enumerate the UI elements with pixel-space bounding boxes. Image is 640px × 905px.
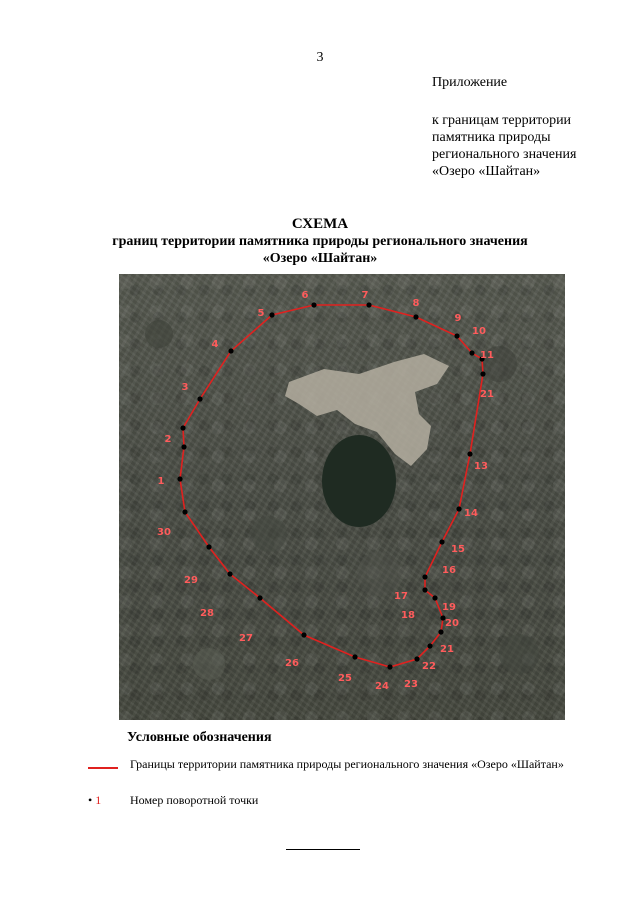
turning-point-dot bbox=[422, 574, 427, 579]
legend-boundary-line-icon bbox=[88, 767, 118, 769]
turning-point-label: 14 bbox=[464, 508, 478, 519]
turning-point-dot bbox=[439, 539, 444, 544]
scheme-subtitle: границ территории памятника природы регионального значения bbox=[112, 234, 528, 249]
legend-point-number: 1 bbox=[95, 793, 102, 807]
turning-point-label: 29 bbox=[184, 575, 198, 586]
turning-point-dot bbox=[177, 476, 182, 481]
turning-point-dot bbox=[432, 595, 437, 600]
turning-point-label: 27 bbox=[239, 633, 253, 644]
turning-point-dot bbox=[206, 544, 211, 549]
turning-point-dot bbox=[469, 350, 474, 355]
scheme-object-name: «Озеро «Шайтан» bbox=[262, 251, 378, 266]
turning-point-label: 30 bbox=[157, 527, 171, 538]
turning-point-dot bbox=[467, 451, 472, 456]
turning-point-dot bbox=[269, 312, 274, 317]
turning-point-label: 26 bbox=[285, 658, 299, 669]
turning-point-label: 3 bbox=[181, 382, 189, 393]
satellite-map bbox=[119, 274, 565, 720]
legend-title: Условные обозначения bbox=[127, 730, 272, 745]
turning-point-dot bbox=[454, 333, 459, 338]
turning-point-label: 7 bbox=[361, 290, 369, 301]
turning-point-dot bbox=[197, 396, 202, 401]
turning-point-label: 10 bbox=[472, 326, 486, 337]
turning-point-dot bbox=[456, 506, 461, 511]
turning-point-dot bbox=[387, 664, 392, 669]
turning-point-label: 4 bbox=[211, 339, 219, 350]
turning-point-label: 28 bbox=[200, 608, 214, 619]
turning-point-dot bbox=[257, 595, 262, 600]
turning-point-label: 24 bbox=[375, 681, 389, 692]
appendix-line: регионального значения bbox=[432, 147, 577, 162]
turning-point-label: 1 bbox=[157, 476, 165, 487]
turning-point-label: 22 bbox=[422, 661, 436, 672]
turning-point-label: 25 bbox=[338, 673, 352, 684]
turning-point-dot bbox=[480, 371, 485, 376]
turning-point-dot bbox=[180, 425, 185, 430]
appendix-title: Приложение bbox=[432, 75, 508, 90]
turning-point-label: 17 bbox=[394, 591, 408, 602]
scheme-heading bbox=[0, 216, 640, 267]
turning-point-label: 23 bbox=[404, 679, 418, 690]
turning-point-dot bbox=[228, 348, 233, 353]
turning-point-dot bbox=[414, 656, 419, 661]
map-overlay bbox=[119, 274, 565, 720]
turning-point-dot bbox=[422, 587, 427, 592]
legend-point-sample bbox=[88, 793, 101, 808]
turning-point-label: 18 bbox=[401, 610, 415, 621]
turning-point-dot bbox=[413, 314, 418, 319]
turning-point-dot bbox=[366, 302, 371, 307]
appendix-line: к границам территории bbox=[432, 113, 572, 128]
turning-point-dot bbox=[227, 571, 232, 576]
legend-point-dot-icon: • bbox=[88, 793, 93, 807]
turning-point-dot bbox=[311, 302, 316, 307]
turning-point-dot bbox=[438, 629, 443, 634]
turning-point-dot bbox=[181, 444, 186, 449]
lake bbox=[322, 435, 396, 527]
turning-point-label: 2 bbox=[164, 434, 172, 445]
turning-point-dot bbox=[182, 509, 187, 514]
page-number: 3 bbox=[316, 50, 324, 65]
turning-point-label: 8 bbox=[412, 298, 420, 309]
turning-point-label: 15 bbox=[451, 544, 465, 555]
turning-point-label: 16 bbox=[442, 565, 456, 576]
footer-divider bbox=[286, 849, 360, 850]
turning-point-label: 13 bbox=[474, 461, 488, 472]
scheme-title: СХЕМА bbox=[291, 216, 349, 232]
turning-point-label: 21 bbox=[440, 644, 454, 655]
turning-point-dot bbox=[352, 654, 357, 659]
appendix-note bbox=[432, 74, 632, 180]
turning-point-label: 11 bbox=[480, 350, 494, 361]
turning-point-label: 6 bbox=[301, 290, 309, 301]
legend-point-text: Номер поворотной точки bbox=[130, 793, 259, 807]
turning-point-label: 19 bbox=[442, 602, 456, 613]
appendix-line: «Озеро «Шайтан» bbox=[432, 164, 541, 179]
legend-boundary-text: Границы территории памятника природы регионального значения «Озеро «Шайтан» bbox=[130, 757, 564, 771]
turning-point-dot bbox=[427, 643, 432, 648]
turning-point-label: 9 bbox=[454, 313, 462, 324]
turning-point-label: 21 bbox=[480, 389, 494, 400]
appendix-line: памятника природы bbox=[432, 130, 551, 145]
turning-point-dot bbox=[301, 632, 306, 637]
turning-point-label: 20 bbox=[445, 618, 459, 629]
turning-point-label: 5 bbox=[257, 308, 265, 319]
